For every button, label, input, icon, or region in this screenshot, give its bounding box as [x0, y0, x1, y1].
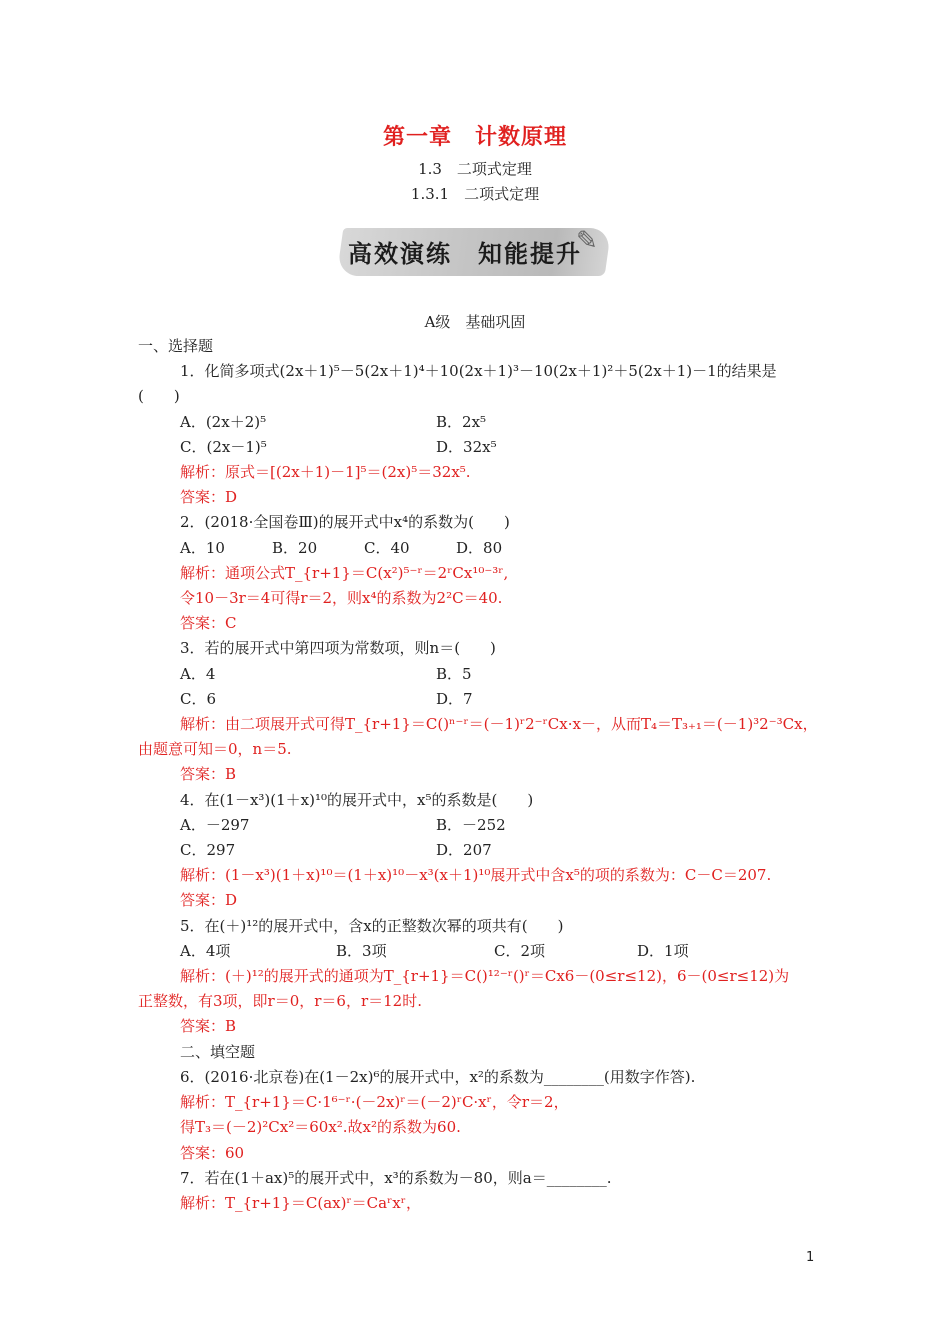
option: D．207: [436, 841, 492, 860]
text-line: ( ): [138, 387, 180, 406]
option: B．3项: [336, 941, 387, 960]
option: A．(2x＋2)⁵: [180, 412, 267, 431]
option: D．32x⁵: [436, 437, 497, 456]
solution-line: 解析：T_{r+1}＝C·1⁶⁻ʳ·(－2x)ʳ＝(－2)ʳC·xʳ，令r＝2，: [180, 1093, 569, 1112]
page-number: 1: [806, 1250, 815, 1265]
banner: [340, 222, 610, 284]
text-line: 4．在(1－x³)(1＋x)¹⁰的展开式中，x⁵的系数是( ): [180, 790, 534, 809]
option: A．4项: [180, 941, 231, 960]
text-line: 5．在(＋)¹²的展开式中，含x的正整数次幂的项共有( ): [180, 916, 564, 935]
text-line: 1．化简多项式(2x＋1)⁵－5(2x＋1)⁴＋10(2x＋1)³－10(2x＋1)²＋5(2x＋1)－1的结果是: [180, 362, 777, 381]
option: B．－252: [436, 815, 506, 834]
option: C．(2x－1)⁵: [180, 437, 267, 456]
subsection-title: 1.3.1 二项式定理: [410, 185, 540, 203]
text-line: 3．若的展开式中第四项为常数项，则n＝( ): [180, 639, 496, 658]
banner-text: 高效演练 知能提升: [348, 240, 582, 268]
solution-line: 解析：T_{r+1}＝C(ax)ʳ＝Caʳxʳ，: [180, 1193, 421, 1212]
option: B．2x⁵: [436, 412, 487, 431]
solution-line: 答案：B: [180, 1017, 237, 1036]
text-line: 7．若在(1＋ax)⁵的展开式中，x³的系数为－80，则a＝________.: [180, 1168, 612, 1187]
solution-line: 答案：D: [180, 488, 238, 507]
option: C．6: [180, 689, 217, 708]
section-title: 1.3 二项式定理: [418, 160, 532, 178]
solution-line: 令10－3r＝4可得r＝2，则x⁴的系数为2²C＝40.: [180, 589, 503, 608]
text-line: 二、填空题: [180, 1042, 256, 1061]
option-row: [138, 687, 818, 712]
option: B．5: [436, 664, 472, 683]
chapter-title: 第一章 计数原理: [382, 125, 567, 150]
solution-line: 解析：由二项展开式可得T_{r+1}＝C()ⁿ⁻ʳ＝(－1)ʳ2⁻ʳCx·x－，从而T₄＝T₃₊₁＝(－1)³2⁻³Cx，: [180, 715, 818, 734]
solution-line: 由题意可知＝0，n＝5.: [138, 740, 292, 759]
option: C．297: [180, 841, 236, 860]
solution-line: 答案：D: [180, 891, 238, 910]
option-row: [138, 939, 818, 964]
solution-line: 答案：C: [180, 614, 237, 633]
solution-line: 正整数，有3项，即r＝0，r＝6，r＝12时.: [138, 992, 422, 1011]
text-line: 2．(2018·全国卷Ⅲ)的展开式中x⁴的系数为( ): [180, 513, 510, 532]
option: A．4: [180, 664, 216, 683]
option-row: [138, 536, 818, 561]
solution-line: 答案：60: [180, 1143, 245, 1162]
option: A．10: [180, 538, 225, 557]
solution-line: 解析：原式＝[(2x＋1)－1]⁵＝(2x)⁵＝32x⁵.: [180, 463, 471, 482]
option: D．80: [456, 538, 503, 557]
solution-line: 答案：B: [180, 765, 237, 784]
text-line: 一、选择题: [138, 337, 214, 355]
option-row: [138, 838, 818, 863]
solution-line: 得T₃＝(－2)²Cx²＝60x².故x²的系数为60.: [180, 1118, 461, 1137]
option-row: [138, 435, 818, 460]
option: C．2项: [494, 941, 546, 960]
solution-line: 解析：(1－x³)(1＋x)¹⁰＝(1＋x)¹⁰－x³(x＋1)¹⁰展开式中含x⁵的项的系数为：C－C＝207.: [180, 866, 772, 885]
solution-line: 解析：(＋)¹²的展开式的通项为T_{r+1}＝C()¹²⁻ʳ()ʳ＝Cx6－(0≤r≤12)，6－(0≤r≤12)为: [180, 967, 790, 986]
option-row: [138, 662, 818, 687]
pen-icon: ✎: [576, 226, 598, 256]
option: D．7: [436, 689, 473, 708]
option: C．40: [364, 538, 410, 557]
option-row: [138, 813, 818, 838]
exercise-content: [138, 334, 818, 1216]
option: B．20: [272, 538, 318, 557]
option: A．－297: [180, 815, 250, 834]
level-heading: A级 基础巩固: [424, 313, 526, 331]
text-line: 6．(2016·北京卷)在(1－2x)⁶的展开式中，x²的系数为________(用数字作答).: [180, 1067, 696, 1086]
option: D．1项: [637, 941, 689, 960]
solution-line: 解析：通项公式T_{r+1}＝C(x²)⁵⁻ʳ＝2ʳCx¹⁰⁻³ʳ,: [180, 563, 509, 582]
option-row: [138, 410, 818, 435]
